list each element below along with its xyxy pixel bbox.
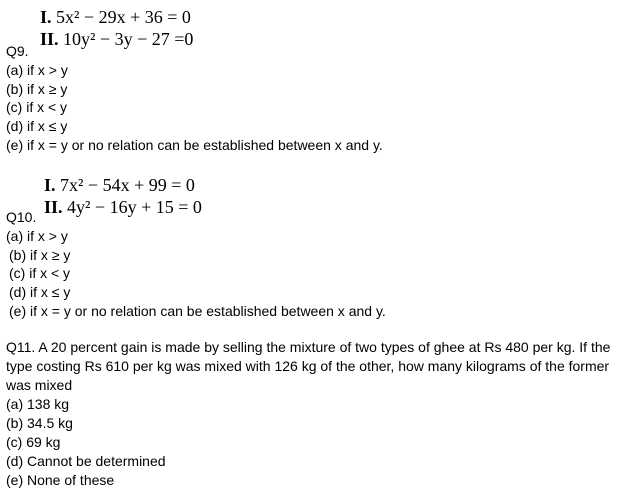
q11-option-b: (b) 34.5 kg <box>6 415 73 431</box>
q11-question-text: Q11. A 20 percent gain is made by selling the mixture of two types of ghee at Rs 480 per kg. If the type costing Rs 610 per kg was mixed with 126 kg of the other, how many kilograms of the former was mixed <box>6 339 611 393</box>
q10-label: Q10. <box>6 209 37 225</box>
q9-eq1-text: 5x² − 29x + 36 = 0 <box>56 7 191 27</box>
q10-eq2-number: II. <box>44 197 63 217</box>
q9-option-e: (e) if x = y or no relation can be established between x and y. <box>6 137 383 153</box>
q11-option-a: (a) 138 kg <box>6 396 70 412</box>
q10-eq1-number: I. <box>44 175 56 195</box>
q10-option-a: (a) if x > y <box>6 228 68 244</box>
q9-option-c: (c) if x < y <box>6 99 68 115</box>
q10-eq2-text: 4y² − 16y + 15 = 0 <box>67 197 202 217</box>
q9-option-b: (b) if x ≥ y <box>6 81 68 97</box>
q10-equation-1 <box>44 174 195 196</box>
q11-option-c: (c) 69 kg <box>6 434 61 450</box>
q10-option-d: (d) if x ≤ y <box>9 284 71 300</box>
q9-eq2-text: 10y² − 3y − 27 =0 <box>63 29 194 49</box>
q11-option-e: (e) None of these <box>6 472 115 488</box>
q11-option-d: (d) Cannot be determined <box>6 453 166 469</box>
q9-eq2-number: II. <box>40 29 59 49</box>
q10-option-b: (b) if x ≥ y <box>9 247 71 263</box>
q9-option-d: (d) if x ≤ y <box>6 118 68 134</box>
q9-option-a: (a) if x > y <box>6 62 68 78</box>
q10-option-c: (c) if x < y <box>9 265 71 281</box>
q10-option-e: (e) if x = y or no relation can be established between x and y. <box>9 303 386 319</box>
q10-equation-2 <box>44 196 202 218</box>
q9-label: Q9. <box>6 43 29 59</box>
q9-equation-1 <box>40 6 191 28</box>
q10-eq1-text: 7x² − 54x + 99 = 0 <box>60 175 195 195</box>
q9-eq1-number: I. <box>40 7 52 27</box>
q9-equation-2 <box>40 28 193 50</box>
